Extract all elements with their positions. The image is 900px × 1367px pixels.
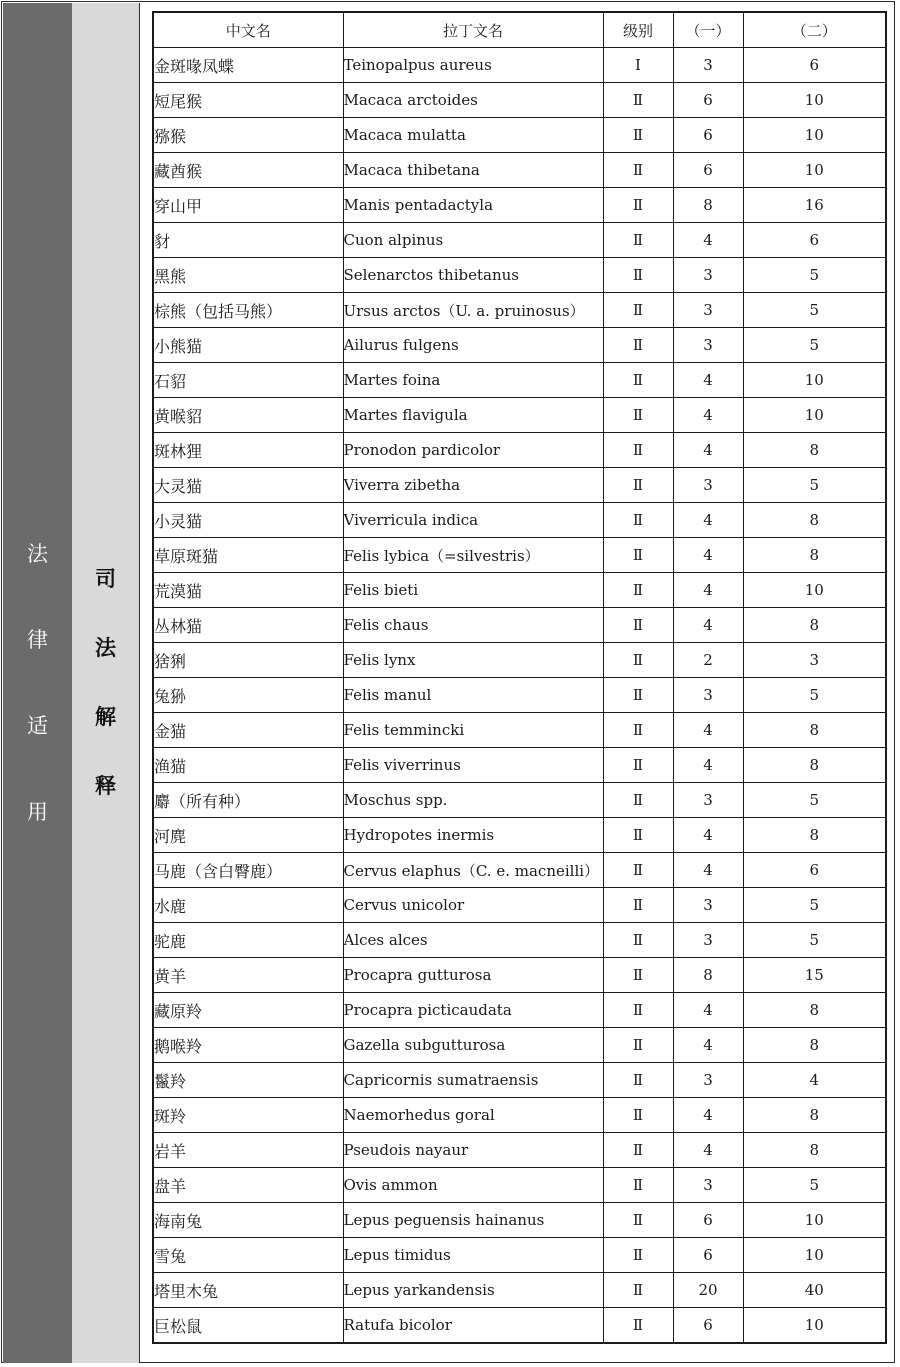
latin-name-cell: Macaca arctoides [343,83,603,118]
col-one-cell: 4 [673,1028,743,1063]
table-row [153,1308,886,1344]
col-one-cell: 3 [673,783,743,818]
level-cell: Ⅱ [603,1133,673,1168]
level-cell: Ⅱ [603,1168,673,1203]
col-one-cell: 3 [673,258,743,293]
latin-name-cell: Moschus spp. [343,783,603,818]
table-row [153,1098,886,1133]
section-tab-char: 用 [27,800,48,824]
table-row [153,433,886,468]
chinese-name-cell: 河麂 [153,818,343,853]
level-cell: Ⅱ [603,1028,673,1063]
latin-name-cell: Gazella subgutturosa [343,1028,603,1063]
latin-name-cell: Lepus peguensis hainanus [343,1203,603,1238]
latin-name-cell: Pseudois nayaur [343,1133,603,1168]
col-one-cell: 6 [673,83,743,118]
col-one-cell: 3 [673,1063,743,1098]
chinese-name-cell: 猕猴 [153,118,343,153]
col-one-cell: 4 [673,538,743,573]
col-one-cell: 4 [673,853,743,888]
level-cell: Ⅱ [603,1308,673,1344]
col-one-cell: 6 [673,1203,743,1238]
col-one-cell: 6 [673,153,743,188]
chinese-name-cell: 盘羊 [153,1168,343,1203]
level-cell: Ⅱ [603,223,673,258]
col-one-cell: 4 [673,713,743,748]
table-row [153,748,886,783]
latin-name-cell: Ailurus fulgens [343,328,603,363]
col-two-cell: 6 [743,223,886,258]
col-one-cell: 3 [673,293,743,328]
col-one-cell: 4 [673,748,743,783]
latin-name-cell: Cervus unicolor [343,888,603,923]
col-one-cell: 3 [673,888,743,923]
col-two-cell: 5 [743,888,886,923]
level-cell: Ⅱ [603,923,673,958]
latin-name-cell: Capricornis sumatraensis [343,1063,603,1098]
col-two-cell: 5 [743,293,886,328]
col-two-cell: 8 [743,993,886,1028]
col-two-cell: 10 [743,118,886,153]
col-two-cell: 10 [743,153,886,188]
table-row [153,993,886,1028]
chinese-name-cell: 黄羊 [153,958,343,993]
col-one-cell: 20 [673,1273,743,1308]
table-row [153,118,886,153]
level-cell: Ⅱ [603,1238,673,1273]
level-cell: Ⅱ [603,1203,673,1238]
chinese-name-cell: 棕熊（包括马熊） [153,293,343,328]
table-row [153,363,886,398]
table-row [153,1063,886,1098]
table-body [153,48,886,1344]
table-row [153,538,886,573]
col-two-cell: 8 [743,1028,886,1063]
col-two-cell: 8 [743,748,886,783]
col-one-cell: 3 [673,678,743,713]
table-row [153,83,886,118]
chinese-name-cell: 斑羚 [153,1098,343,1133]
col-one-cell: 3 [673,48,743,83]
col-two-cell: 8 [743,1133,886,1168]
table-row [153,713,886,748]
level-cell: Ⅱ [603,573,673,608]
col-two-cell: 5 [743,1168,886,1203]
level-cell: Ⅱ [603,258,673,293]
latin-name-cell: Naemorhedus goral [343,1098,603,1133]
level-cell: Ⅱ [603,118,673,153]
table-row [153,468,886,503]
table-row [153,643,886,678]
level-cell: Ⅱ [603,328,673,363]
section-tab-char: 适 [27,714,48,738]
level-cell: Ⅱ [603,1063,673,1098]
chinese-name-cell: 岩羊 [153,1133,343,1168]
chinese-name-cell: 水鹿 [153,888,343,923]
col-one-cell: 4 [673,993,743,1028]
level-cell: Ⅱ [603,398,673,433]
table-row [153,958,886,993]
chinese-name-cell: 小灵猫 [153,503,343,538]
level-cell: Ⅱ [603,503,673,538]
col-two-cell: 10 [743,1308,886,1344]
latin-name-cell: Felis bieti [343,573,603,608]
latin-name-cell: Procapra gutturosa [343,958,603,993]
latin-name-cell: Ratufa bicolor [343,1308,603,1344]
col-one-cell: 3 [673,923,743,958]
latin-name-cell: Manis pentadactyla [343,188,603,223]
chinese-name-cell: 海南兔 [153,1203,343,1238]
col-one-cell: 6 [673,1238,743,1273]
header-chinese-name: 中文名 [153,12,343,48]
level-cell: Ⅱ [603,643,673,678]
latin-name-cell: Felis manul [343,678,603,713]
level-cell: Ⅱ [603,608,673,643]
level-cell: Ⅱ [603,433,673,468]
level-cell: Ⅱ [603,188,673,223]
chinese-name-cell: 马鹿（含白臀鹿） [153,853,343,888]
chinese-name-cell: 塔里木兔 [153,1273,343,1308]
chinese-name-cell: 麝（所有种） [153,783,343,818]
col-two-cell: 10 [743,573,886,608]
col-two-cell: 10 [743,1238,886,1273]
level-cell: Ⅱ [603,538,673,573]
col-one-cell: 4 [673,363,743,398]
latin-name-cell: Procapra picticaudata [343,993,603,1028]
level-cell: Ⅱ [603,818,673,853]
latin-name-cell: Alces alces [343,923,603,958]
table-row [153,188,886,223]
col-two-cell: 15 [743,958,886,993]
col-two-cell: 10 [743,83,886,118]
chinese-name-cell: 黄喉貂 [153,398,343,433]
col-one-cell: 2 [673,643,743,678]
col-one-cell: 6 [673,1308,743,1344]
col-two-cell: 5 [743,468,886,503]
col-two-cell: 6 [743,853,886,888]
chinese-name-cell: 金斑喙凤蝶 [153,48,343,83]
table-row [153,608,886,643]
chinese-name-cell: 小熊猫 [153,328,343,363]
table-row [153,48,886,83]
col-two-cell: 8 [743,818,886,853]
latin-name-cell: Martes foina [343,363,603,398]
header-col-two: （二） [743,12,886,48]
table-row [153,258,886,293]
latin-name-cell: Felis lynx [343,643,603,678]
col-two-cell: 8 [743,1098,886,1133]
col-two-cell: 8 [743,433,886,468]
table-row [153,1273,886,1308]
level-cell: Ⅱ [603,993,673,1028]
col-one-cell: 4 [673,1098,743,1133]
col-one-cell: 4 [673,818,743,853]
subsection-tab-judicial-interpretation [72,3,139,1363]
subsection-tab-char: 法 [95,636,116,660]
col-one-cell: 8 [673,958,743,993]
latin-name-cell: Cervus elaphus（C. e. macneilli） [343,853,603,888]
table-row [153,923,886,958]
col-one-cell: 3 [673,468,743,503]
chinese-name-cell: 石貂 [153,363,343,398]
col-one-cell: 4 [673,503,743,538]
col-one-cell: 4 [673,433,743,468]
section-tab-legal-application [3,3,72,1363]
latin-name-cell: Felis lybica（=silvestris） [343,538,603,573]
col-one-cell: 4 [673,1133,743,1168]
col-two-cell: 8 [743,538,886,573]
level-cell: Ⅱ [603,958,673,993]
chinese-name-cell: 穿山甲 [153,188,343,223]
subsection-tab-char: 解 [95,705,116,729]
table-header-row [153,12,886,48]
table-row [153,1168,886,1203]
col-two-cell: 10 [743,363,886,398]
col-two-cell: 8 [743,503,886,538]
col-one-cell: 3 [673,1168,743,1203]
col-two-cell: 5 [743,678,886,713]
col-one-cell: 4 [673,223,743,258]
latin-name-cell: Viverra zibetha [343,468,603,503]
chinese-name-cell: 大灵猫 [153,468,343,503]
level-cell: Ⅱ [603,853,673,888]
level-cell: Ⅱ [603,363,673,398]
col-two-cell: 8 [743,608,886,643]
latin-name-cell: Ovis ammon [343,1168,603,1203]
chinese-name-cell: 雪兔 [153,1238,343,1273]
level-cell: Ⅱ [603,888,673,923]
level-cell: Ⅱ [603,1273,673,1308]
level-cell: Ⅱ [603,293,673,328]
col-one-cell: 4 [673,608,743,643]
latin-name-cell: Lepus timidus [343,1238,603,1273]
chinese-name-cell: 黑熊 [153,258,343,293]
table-row [153,818,886,853]
chinese-name-cell: 鹅喉羚 [153,1028,343,1063]
col-two-cell: 5 [743,328,886,363]
col-two-cell: 5 [743,783,886,818]
chinese-name-cell: 荒漠猫 [153,573,343,608]
col-one-cell: 4 [673,398,743,433]
chinese-name-cell: 鬣羚 [153,1063,343,1098]
col-two-cell: 6 [743,48,886,83]
col-two-cell: 16 [743,188,886,223]
table-row [153,783,886,818]
col-two-cell: 4 [743,1063,886,1098]
chinese-name-cell: 藏酋猴 [153,153,343,188]
table-row [153,888,886,923]
header-col-one: （一） [673,12,743,48]
level-cell: Ⅱ [603,153,673,188]
latin-name-cell: Cuon alpinus [343,223,603,258]
latin-name-cell: Felis viverrinus [343,748,603,783]
chinese-name-cell: 丛林猫 [153,608,343,643]
table-row [153,398,886,433]
level-cell: Ⅱ [603,468,673,503]
margin-divider [139,3,140,1363]
chinese-name-cell: 短尾猴 [153,83,343,118]
col-one-cell: 3 [673,328,743,363]
col-two-cell: 40 [743,1273,886,1308]
latin-name-cell: Selenarctos thibetanus [343,258,603,293]
chinese-name-cell: 斑林狸 [153,433,343,468]
table-row [153,328,886,363]
latin-name-cell: Macaca mulatta [343,118,603,153]
chinese-name-cell: 金猫 [153,713,343,748]
latin-name-cell: Lepus yarkandensis [343,1273,603,1308]
chinese-name-cell: 藏原羚 [153,993,343,1028]
latin-name-cell: Felis temmincki [343,713,603,748]
latin-name-cell: Hydropotes inermis [343,818,603,853]
chinese-name-cell: 渔猫 [153,748,343,783]
latin-name-cell: Viverricula indica [343,503,603,538]
level-cell: Ⅱ [603,713,673,748]
col-one-cell: 4 [673,573,743,608]
col-two-cell: 10 [743,398,886,433]
chinese-name-cell: 草原斑猫 [153,538,343,573]
table-row [153,573,886,608]
latin-name-cell: Ursus arctos（U. a. pruinosus） [343,293,603,328]
level-cell: Ⅰ [603,48,673,83]
chinese-name-cell: 兔狲 [153,678,343,713]
latin-name-cell: Pronodon pardicolor [343,433,603,468]
latin-name-cell: Felis chaus [343,608,603,643]
level-cell: Ⅱ [603,678,673,713]
header-level: 级别 [603,12,673,48]
latin-name-cell: Teinopalpus aureus [343,48,603,83]
chinese-name-cell: 驼鹿 [153,923,343,958]
table-row [153,1028,886,1063]
latin-name-cell: Martes flavigula [343,398,603,433]
table-row [153,153,886,188]
col-two-cell: 5 [743,923,886,958]
col-two-cell: 3 [743,643,886,678]
col-one-cell: 6 [673,118,743,153]
chinese-name-cell: 巨松鼠 [153,1308,343,1344]
subsection-tab-char: 释 [95,774,116,798]
col-one-cell: 8 [673,188,743,223]
col-two-cell: 10 [743,1203,886,1238]
table-row [153,853,886,888]
table-row [153,1133,886,1168]
level-cell: Ⅱ [603,748,673,783]
species-table [152,11,887,1344]
table-row [153,1203,886,1238]
table-row [153,223,886,258]
section-tab-char: 法 [27,542,48,566]
table-row [153,293,886,328]
chinese-name-cell: 猞猁 [153,643,343,678]
level-cell: Ⅱ [603,83,673,118]
latin-name-cell: Macaca thibetana [343,153,603,188]
table-row [153,503,886,538]
level-cell: Ⅱ [603,783,673,818]
col-two-cell: 5 [743,258,886,293]
level-cell: Ⅱ [603,1098,673,1133]
header-latin-name: 拉丁文名 [343,12,603,48]
section-tab-char: 律 [27,628,48,652]
table-row [153,1238,886,1273]
subsection-tab-char: 司 [95,567,116,591]
table-row [153,678,886,713]
col-two-cell: 8 [743,713,886,748]
chinese-name-cell: 豺 [153,223,343,258]
